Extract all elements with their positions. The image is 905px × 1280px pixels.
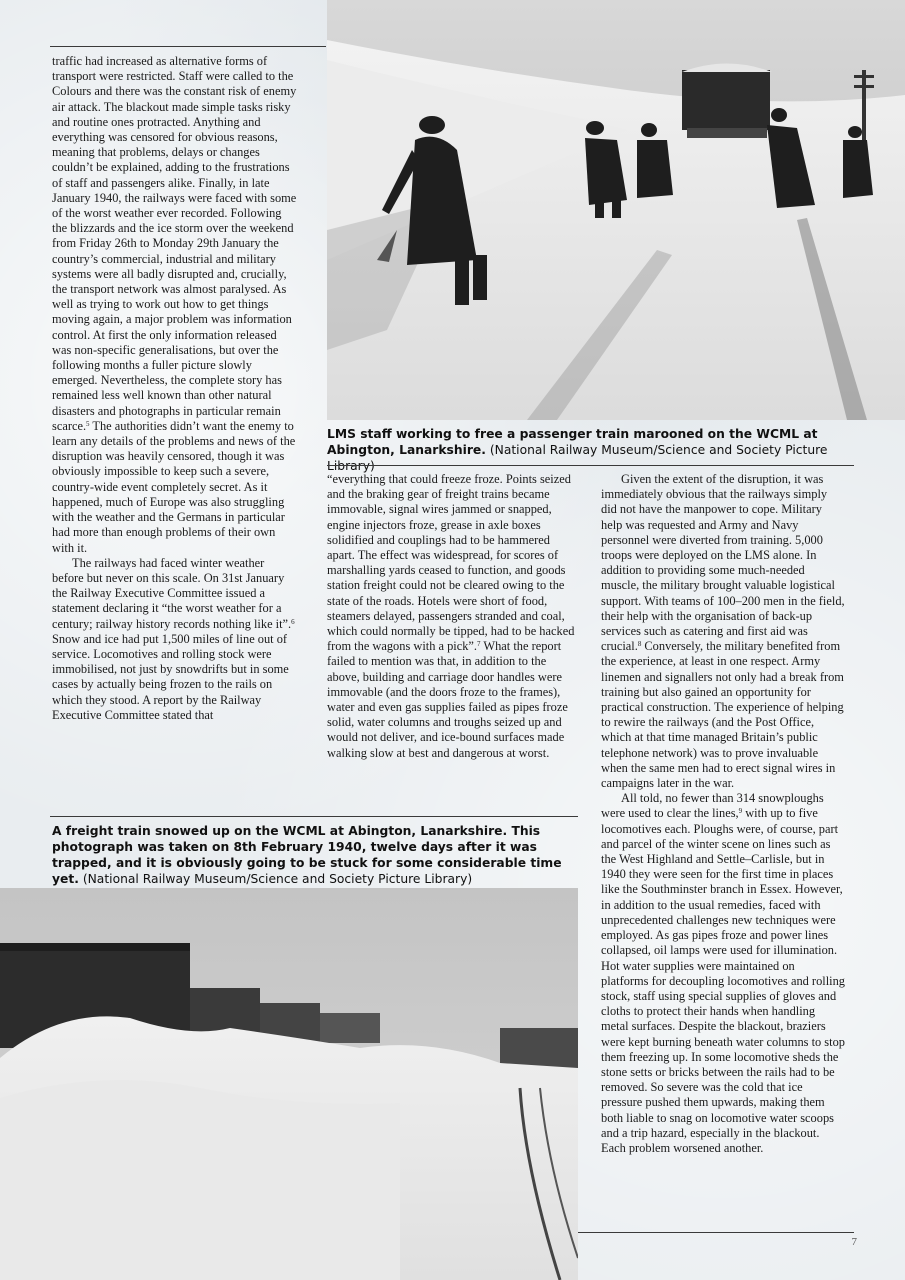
paragraph-text: Snow and ice had put 1,500 miles of line out of service. Locomotives and rolling stock were immobilised, not just by snowdrifts but in some cases by actually being frozen to the rails on which they stood. A report by the Railway Executive Committee stated that <box>52 631 289 722</box>
footnote-ref: 9 <box>738 807 743 816</box>
caption-top <box>327 426 837 474</box>
page-number: 7 <box>851 1236 857 1248</box>
rule-above-bottom-caption <box>50 816 578 817</box>
footnote-ref: 7 <box>477 640 481 649</box>
paragraph-text: Given the extent of the disruption, it was immediately obvious that the railways simply did not have the manpower to cope. Military help was requested and Army and Navy personnel were diverted from training. 5,000 troops were deployed on the LMS alone. In addition to providing some much-needed muscle, the military brought valuable logistical support. With teams of 100–200 men in the field, their help with the organisation of back-up services such as catering and first aid was crucial. <box>601 472 845 654</box>
text-column-middle <box>327 472 575 761</box>
text-column-left <box>52 54 298 723</box>
paragraph <box>601 472 845 791</box>
paragraph-text: Conversely, the military benefited from the experience, at least in one respect. Army linemen and signallers not only had a break from training but also gained an opportunity for practical construction. The experience of helping to rewire the railways (and the Post Office, which at that time managed Britain’s public telephone network) was to prove invaluable when the same men had to erect signal wires in campaigns later in the war. <box>601 639 844 791</box>
text-column-right <box>601 472 845 1156</box>
rule-under-caption <box>327 465 854 466</box>
paragraph-text: The railways had faced winter weather before but never on this scale. On 31st January the Railway Executive Committee issued a statement declaring it “the worst weather for a century; railway history records nothing like it”. <box>52 555 292 631</box>
footnote-ref: 5 <box>86 419 90 428</box>
footnote-ref: 6 <box>291 617 295 626</box>
paragraph <box>52 556 298 723</box>
paragraph <box>601 791 845 1156</box>
paragraph <box>327 472 575 761</box>
caption-bottom-credit: (National Railway Museum/Science and Society Picture Library) <box>78 872 473 886</box>
rule-top-left <box>50 46 326 47</box>
rule-bottom-right <box>578 1232 854 1233</box>
paragraph-text: What the report failed to mention was that, in addition to the above, building and carriage door handles were immovable (and the doors froze to the frames), water and even gas supplies failed as pipes froze solid, water columns and troughs seized up and would not deliver, and ice-bound surfaces made walking slow at best and dangerous at worst. <box>327 639 568 760</box>
paragraph <box>52 54 298 556</box>
paragraph-text: All told, no fewer than 314 snowploughs were used to clear the lines, <box>601 791 824 821</box>
paragraph-text: traffic had increased as alternative forms of transport were restricted. Staff were called to the Colours and there was the constant risk of enemy air attack. The blackout made simple tasks risky and routine ones protracted. Anything and everything was censored for obvious reasons, meaning that problems, delays or changes couldn’t be explained, adding to the frustrations of staff and passengers alike. Finally, in late January 1940, the railways were faced with some of the worst weather ever recorded. Following the blizzards and the ice storm over the weekend from Friday 26th to Monday 29th January the country’s commercial, industrial and military systems were all badly disrupted and, crucially, the transport network was almost paralysed. As well as trying to work out how to get things moving again, a major problem was information control. At first the only information released was non-specific generalisations, but over the following months a fuller picture slowly emerged. Nevertheless, the complete story has remained less well known than other natural disasters and photographs in particular remain scarce. <box>52 54 297 433</box>
caption-bottom-title: A freight train snowed up on the WCML at Abington, Lanarkshire. This photograph was taken on 8th February 1940, twelve days after it was trapped, and it is obviously going to be stuck for some considerable time yet. <box>52 824 562 886</box>
caption-bottom <box>52 823 582 887</box>
photo-snow-clearing <box>327 0 905 420</box>
photo-freight-train-image <box>0 888 578 1280</box>
footnote-ref: 8 <box>637 640 642 649</box>
caption-top-credit: (National Railway Museum/Science and Society Picture Library) <box>327 443 828 473</box>
paragraph-text: “everything that could freeze froze. Points seized and the braking gear of freight trains became immovable, signal wires jammed or snapped, engine injectors froze, grease in axle boxes solidified and couplings had to be hammered apart. The effect was widespread, for scores of marshalling yards ceased to function, and goods station freight could not be cleared owing to the state of the roads. Hotels were short of food, steamers delayed, passengers stranded and coal, which could normally be tipped, had to be hacked from the wagons with a pick”. <box>327 472 575 654</box>
photo-freight-train <box>0 888 578 1280</box>
paragraph-text: with up to five locomotives each. Ploughs were, of course, part and parcel of the winter scene on lines such as the West Highland and Settle–Carlisle, but in 1940 they were seen for the first time in places like the Southminster branch in Essex. However, in addition to the usual remedies, faced with unprecedented challenges new techniques were employed. As gas pipes froze and power lines collapsed, oil lamps were used for illumination. Hot water supplies were maintained on platforms for decoupling locomotives and rolling stock, staff using special supplies of gloves and cloths to protect their hands when handling metal surfaces. Despite the blackout, braziers were kept burning beneath water columns to stop them freezing up. In some locomotive sheds the stone setts or bricks between the rails had to be removed. So severe was the cold that ice pressure pushed them upwards, making them both liable to snag on locomotive water scoops and a trip hazard, especially in the blackout. Each problem worsened another. <box>601 806 845 1155</box>
caption-top-title: LMS staff working to free a passenger train marooned on the WCML at Abington, Lanarkshire. <box>327 427 818 457</box>
photo-snow-clearing-image <box>327 0 905 420</box>
paragraph-text: The authorities didn’t want the enemy to learn any details of the problems and news of the disruption was heavily censored, though it was obviously impossible to keep such a severe, country-wide event completely secret. As it happened, much of Europe was also struggling with the weather and the Germans in particular had more than enough problems of their own with it. <box>52 418 296 555</box>
